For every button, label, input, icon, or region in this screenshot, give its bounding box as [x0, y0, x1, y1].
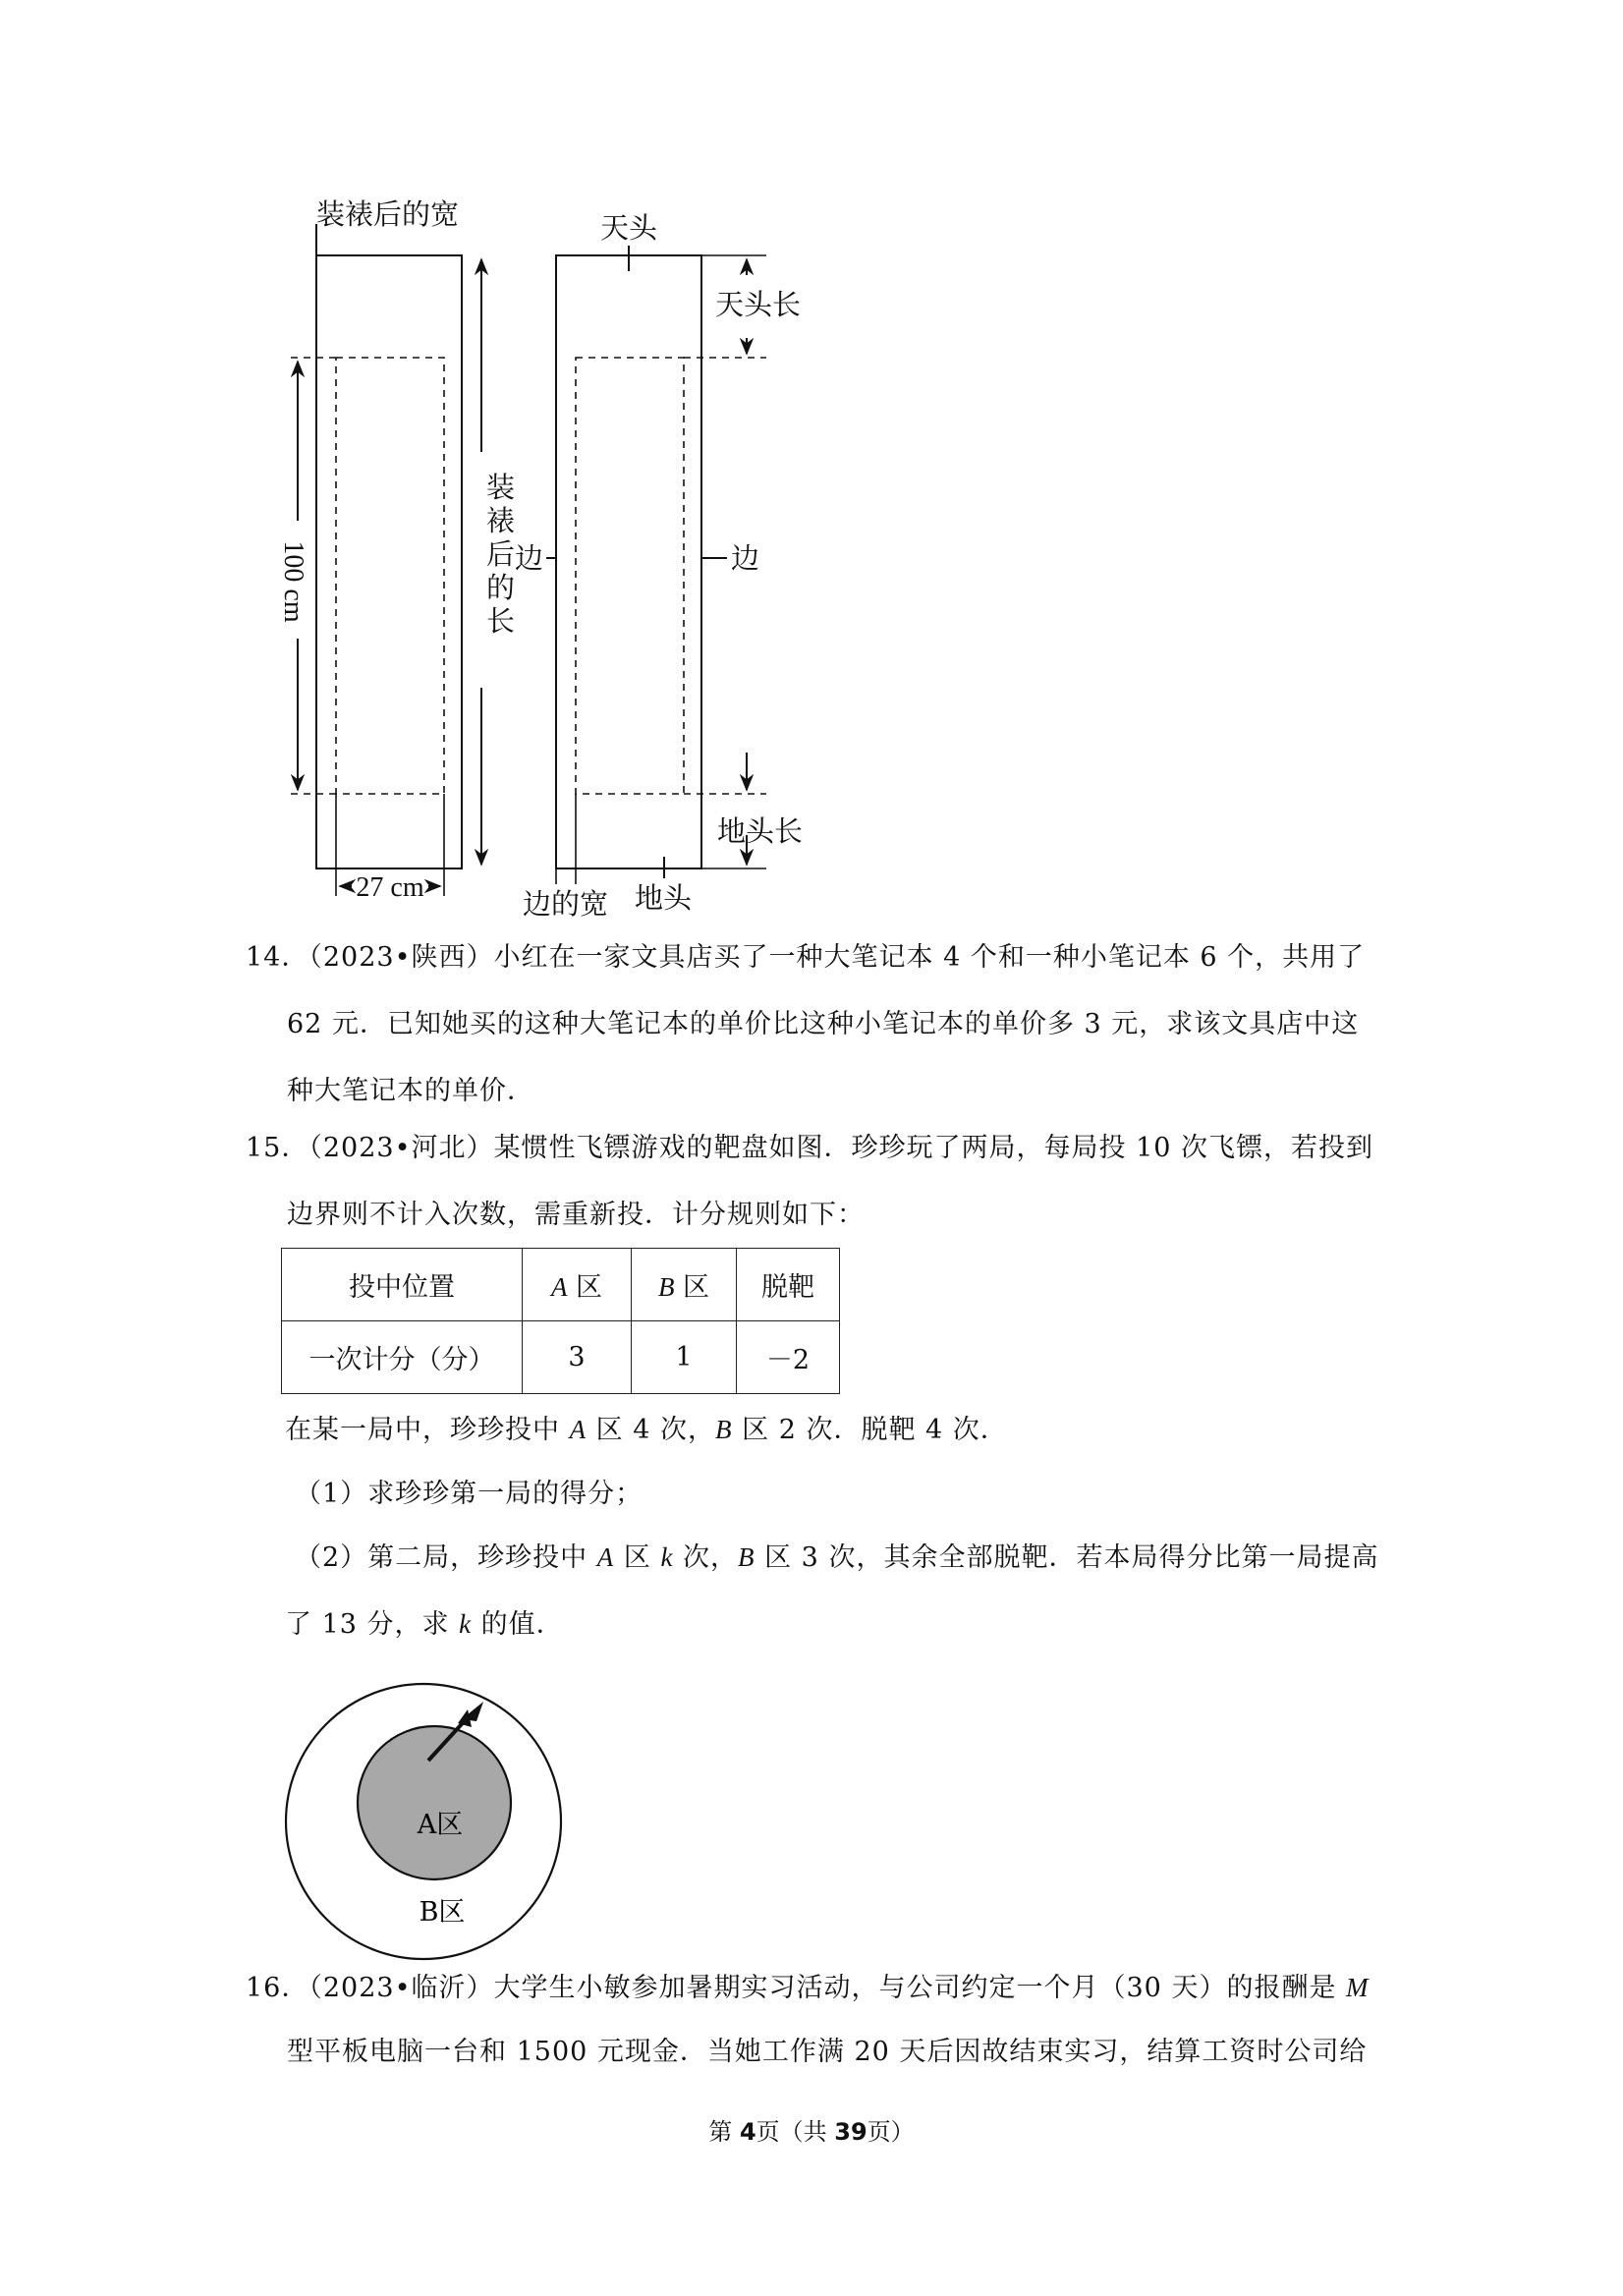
table-header-position: 投中位置	[282, 1249, 523, 1321]
label-bian-right: 边	[731, 541, 760, 575]
label-mounted-width: 装裱后的宽	[316, 197, 460, 231]
table-header-zone-a: A 区	[523, 1249, 632, 1321]
label-mounted-length-4: 的	[486, 571, 516, 604]
q16-text-1: 大学生小敏参加暑期实习活动，与公司约定一个月（30 天）的报酬是	[493, 1973, 1347, 2003]
q15-source: （2023•河北）	[308, 1133, 494, 1163]
label-bian-width: 边的宽	[523, 887, 609, 921]
left-scroll-outline	[316, 255, 462, 868]
q16-line2: 型平板电脑一台和 1500 元现金．当她工作满 20 天后因故结束实习，结算工资时公司给	[287, 2037, 1368, 2067]
label-mounted-length-5: 长	[486, 604, 516, 638]
label-ditou-length: 地头长	[717, 814, 804, 848]
table-cell-miss: －2	[737, 1321, 840, 1394]
right-scroll-outline	[556, 255, 701, 868]
label-100cm: 100 cm	[278, 540, 308, 623]
table-header-miss: 脱靶	[737, 1249, 840, 1321]
dartboard-figure	[275, 1670, 570, 1965]
zone-a-label: A区	[417, 1810, 464, 1840]
q15-line1	[246, 1126, 1373, 1171]
label-tiantou-length: 天头长	[715, 288, 802, 321]
table-cell-b: 1	[632, 1321, 737, 1394]
q15-sub2: （2）第二局，珍珍投中 A 区 k 次，B 区 3 次，其余全部脱靶．若本局得分比第一局提高	[295, 1542, 1379, 1573]
table-cell-a: 3	[523, 1321, 632, 1394]
label-mounted-length-3: 后	[486, 537, 516, 571]
left-inner-dashed	[336, 358, 444, 794]
label-mounted-length-1: 装	[486, 471, 516, 504]
table-row	[282, 1249, 840, 1321]
label-tiantou: 天头	[599, 211, 658, 245]
q15-line2: 边界则不计入次数，需重新投．计分规则如下：	[287, 1200, 865, 1230]
q14-line2: 62 元．已知她买的这种大笔记本的单价比这种小笔记本的单价多 3 元，求该文具店中这	[287, 1009, 1360, 1039]
q14-line3: 种大笔记本的单价．	[287, 1076, 534, 1106]
label-ditou: 地头	[635, 881, 693, 915]
page-footer: 第 4页（共 39页）	[708, 2118, 915, 2146]
table-row	[282, 1321, 840, 1394]
q15-number: 15．	[246, 1133, 309, 1163]
q14-source: （2023•陕西）	[308, 942, 494, 973]
scroll-mounting-figure	[0, 0, 1623, 924]
label-bian-left: 边	[515, 541, 544, 575]
q14-text-1: 小红在一家文具店买了一种大笔记本 4 个和一种小笔记本 6 个，共用了	[493, 942, 1366, 973]
table-row-label: 一次计分（分）	[282, 1321, 523, 1394]
right-inner-dashed	[576, 358, 684, 794]
zone-a-circle	[358, 1726, 511, 1879]
footer-page-number: 4	[739, 2118, 756, 2146]
q15-sub2-line2: 了 13 分，求 k 的值．	[285, 1609, 564, 1640]
q15-text-1: 某惯性飞镖游戏的靶盘如图．珍珍玩了两局，每局投 10 次飞镖，若投到	[493, 1133, 1374, 1163]
zone-b-label: B区	[419, 1897, 466, 1928]
label-27cm: 27 cm	[356, 872, 424, 903]
q16-line1: 16．（2023•临沂）大学生小敏参加暑期实习活动，与公司约定一个月（30 天）的报酬是 M	[246, 1973, 1370, 2003]
table-header-zone-b: B 区	[632, 1249, 737, 1321]
label-mounted-length-2: 裱	[486, 504, 516, 537]
footer-total-pages: 39	[834, 2118, 867, 2146]
q14-number: 14．	[246, 942, 309, 973]
scoring-table	[281, 1248, 840, 1394]
q14-line1	[246, 935, 1365, 980]
q15-line3: 在某一局中，珍珍投中 A 区 4 次，B 区 2 次．脱靶 4 次．	[285, 1415, 1008, 1445]
q16-number: 16．	[246, 1973, 309, 2003]
q16-source: （2023•临沂）	[308, 1973, 494, 2003]
q15-sub1: （1）求珍珍第一局的得分；	[295, 1479, 644, 1509]
